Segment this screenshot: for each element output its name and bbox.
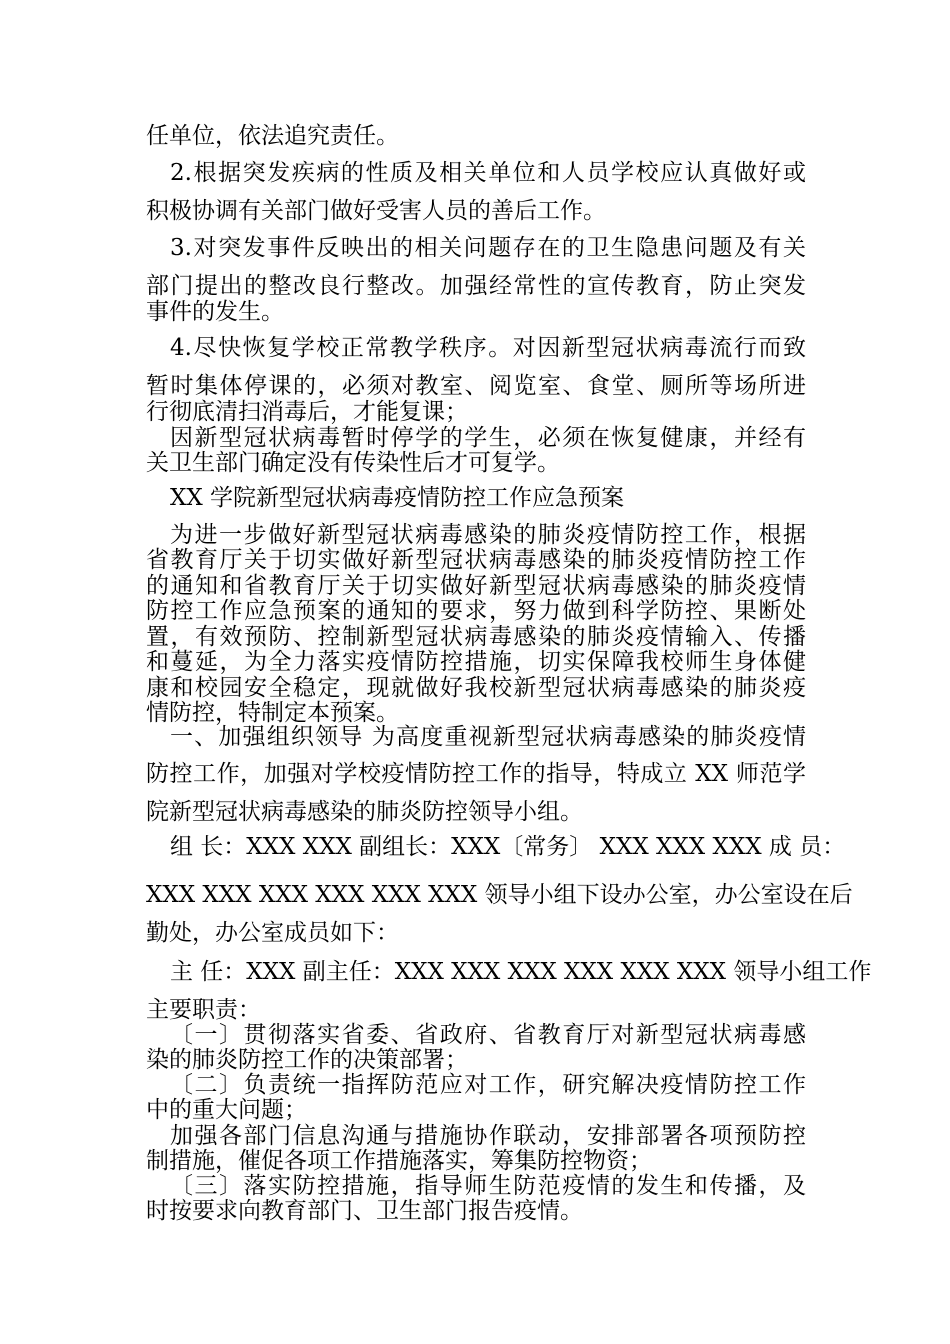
paragraph-line: 康和校园安全稳定，现就做好我校新型冠状病毒感染的肺炎疫 xyxy=(146,675,806,701)
paragraph-line: 2.根据突发疾病的性质及相关单位和人员学校应认真做好或 xyxy=(170,160,806,186)
paragraph-line: 关卫生部门确定没有传染性后才可复学。 xyxy=(146,450,560,476)
paragraph-line: 4.尽快恢复学校正常教学秩序。对因新型冠状病毒流行而致 xyxy=(170,335,806,361)
paragraph-line: 防控工作应急预案的通知的要求，努力做到科学防控、果断处 xyxy=(146,598,806,624)
paragraph-line: 和蔓延，为全力落实疫情防控措施，切实保障我校师生身体健 xyxy=(146,649,806,675)
paragraph-line: 3.对突发事件反映出的相关问题存在的卫生隐患问题及有关 xyxy=(170,235,806,261)
paragraph-line: 〔二〕负责统一指挥防范应对工作，研究解决疫情防控工作 xyxy=(170,1072,806,1098)
paragraph-line: 主 任：XXX 副主任：XXX XXX XXX XXX XXX XXX 领导小组工作 xyxy=(170,959,872,985)
paragraph-line: 的通知和省教育厅关于切实做好新型冠状病毒感染的肺炎疫情 xyxy=(146,573,806,599)
paragraph-line: 情防控，特制定本预案。 xyxy=(146,700,399,726)
paragraph-line: 省教育厅关于切实做好新型冠状病毒感染的肺炎疫情防控工作 xyxy=(146,547,806,573)
paragraph-line: 暂时集体停课的，必须对教室、阅览室、食堂、厕所等场所进 xyxy=(146,373,806,399)
paragraph-line: 积极协调有关部门做好受害人员的善后工作。 xyxy=(146,198,606,224)
paragraph-line: 〔三〕落实防控措施，指导师生防范疫情的发生和传播，及 xyxy=(170,1173,806,1199)
section-title: XX 学院新型冠状病毒疫情防控工作应急预案 xyxy=(170,485,625,511)
paragraph-line: 勤处，办公室成员如下： xyxy=(146,920,399,946)
paragraph-line: 制措施，催促各项工作措施落实，筹集防控物资； xyxy=(146,1148,652,1174)
paragraph-line: 主要职责： xyxy=(146,997,261,1023)
paragraph-line: 部门提出的整改良行整改。加强经常性的宣传教育，防止突发 xyxy=(146,273,806,299)
paragraph-line: 加强各部门信息沟通与措施协作联动，安排部署各项预防控 xyxy=(170,1123,806,1149)
paragraph-line: 中的重大问题； xyxy=(146,1097,307,1123)
paragraph-line: 院新型冠状病毒感染的肺炎防控领导小组。 xyxy=(146,799,583,825)
paragraph-line: 组 长：XXX XXX 副组长：XXX〔常务〕 XXX XXX XXX 成 员： xyxy=(170,834,846,860)
paragraph-line: 事件的发生。 xyxy=(146,299,284,325)
paragraph-line: 一、加强组织领导 为高度重视新型冠状病毒感染的肺炎疫情 xyxy=(170,724,806,750)
paragraph-line: 为进一步做好新型冠状病毒感染的肺炎疫情防控工作，根据 xyxy=(170,522,806,548)
paragraph-line: 行彻底清扫消毒后，才能复课； xyxy=(146,399,468,425)
paragraph-line: 任单位，依法追究责任。 xyxy=(146,123,399,149)
paragraph-line: 时按要求向教育部门、卫生部门报告疫情。 xyxy=(146,1198,583,1224)
paragraph-line: 防控工作，加强对学校疫情防控工作的指导，特成立 XX 师范学 xyxy=(146,761,806,787)
paragraph-line: 因新型冠状病毒暂时停学的学生，必须在恢复健康，并经有 xyxy=(170,425,806,451)
paragraph-line: 〔一〕贯彻落实省委、省政府、省教育厅对新型冠状病毒感 xyxy=(170,1022,806,1048)
paragraph-line: XXX XXX XXX XXX XXX XXX 领导小组下设办公室，办公室设在后 xyxy=(146,882,853,908)
paragraph-line: 置，有效预防、控制新型冠状病毒感染的肺炎疫情输入、传播 xyxy=(146,624,806,650)
paragraph-line: 染的肺炎防控工作的决策部署； xyxy=(146,1047,468,1073)
